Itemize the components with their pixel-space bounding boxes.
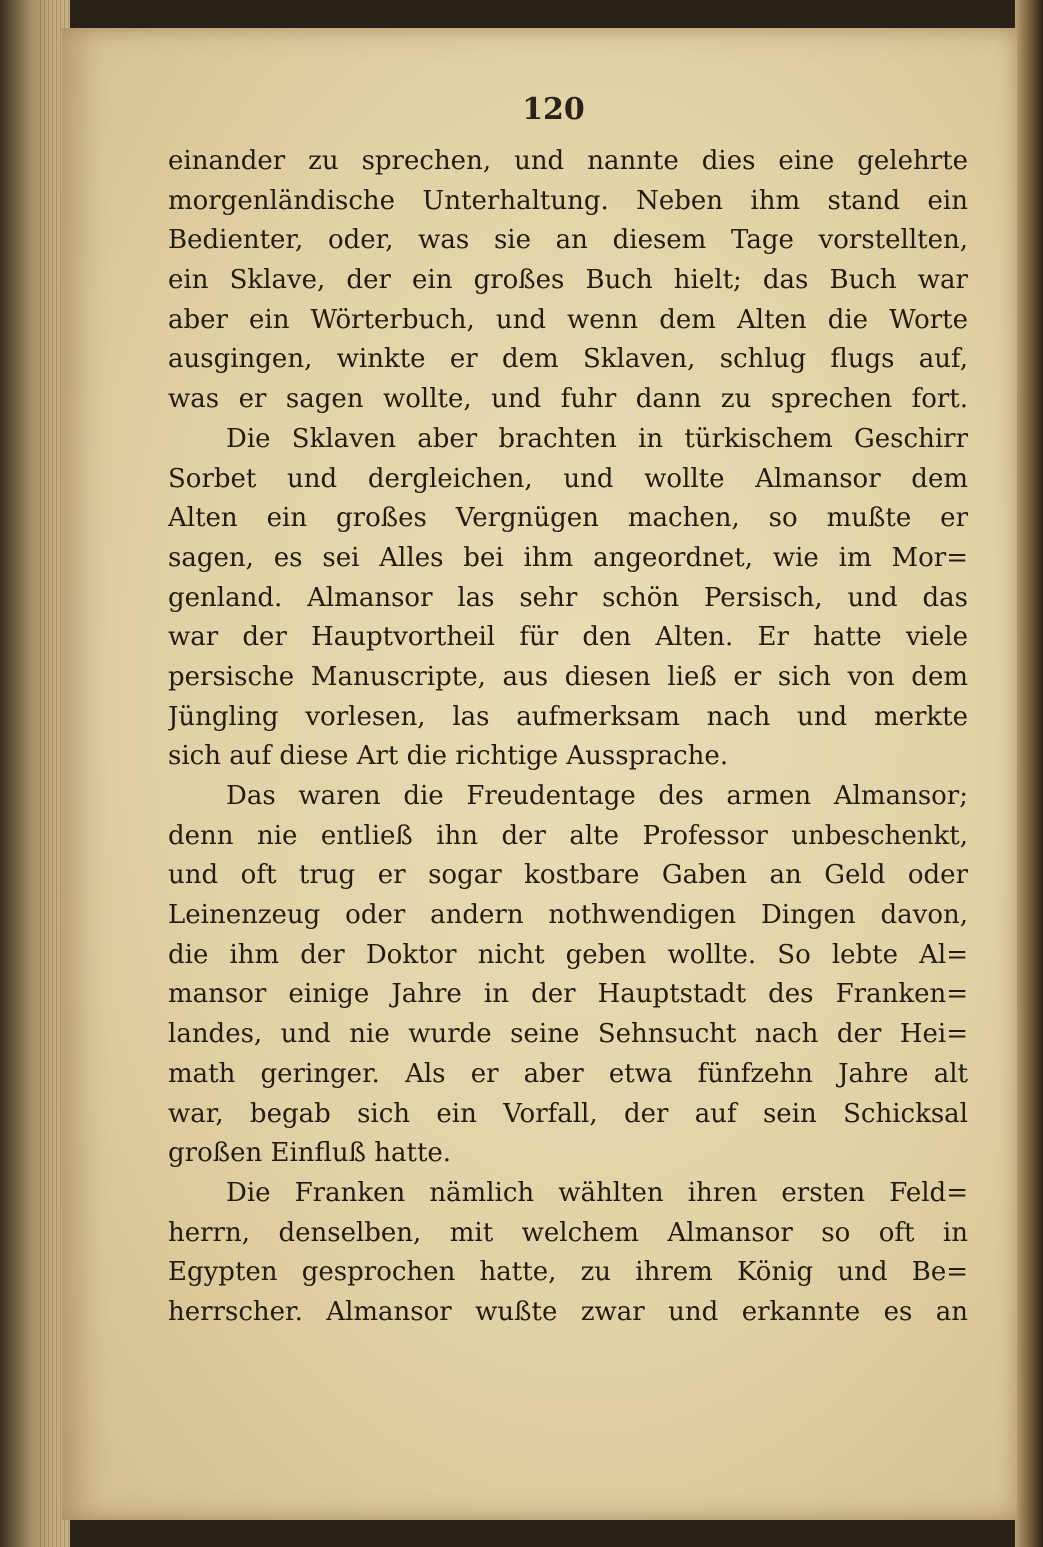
text-line: Sorbet und dergleichen, und wollte Almansor dem — [168, 463, 968, 494]
page-stack-edge — [0, 0, 70, 1547]
text-line: Das waren die Freudentage des armen Almansor; — [226, 781, 968, 811]
text-line: war der Hauptvortheil für den Alten. Er hatte viele — [168, 622, 968, 653]
text-line: ein Sklave, der ein großes Buch hielt; das Buch war — [168, 265, 968, 296]
text-line: mansor einige Jahre in der Hauptstadt des Franken= — [168, 979, 968, 1010]
text-line: was er sagen wollte, und fuhr dann zu sprechen fort. — [168, 384, 968, 415]
text-line: war, begab sich ein Vorfall, der auf sein Schicksal — [168, 1098, 968, 1129]
text-line: Egypten gesprochen hatte, zu ihrem König und Be= — [168, 1257, 968, 1288]
text-line: math geringer. Als er aber etwa fünfzehn Jahre alt — [168, 1058, 968, 1089]
text-line: und oft trug er sogar kostbare Gaben an Geld oder — [168, 860, 968, 891]
text-line: ausgingen, winkte er dem Sklaven, schlug flugs auf, — [168, 344, 968, 375]
text-line: genland. Almansor las sehr schön Persisch, und das — [168, 582, 968, 613]
text-line: denn nie entließ ihn der alte Professor unbeschenkt, — [168, 820, 968, 851]
text-line: Die Franken nämlich wählten ihren ersten Feld= — [226, 1177, 968, 1208]
text-line: Die Sklaven aber brachten in türkischem Geschirr — [226, 423, 968, 454]
text-line: Alten ein großes Vergnügen machen, so mußte er — [168, 503, 968, 534]
text-line: sagen, es sei Alles bei ihm angeordnet, wie im Mor= — [168, 542, 968, 573]
text-line: Jüngling vorlesen, las aufmerksam nach und merkte — [168, 701, 968, 732]
text-line: einander zu sprechen, und nannte dies eine gelehrte — [168, 146, 968, 176]
text-line: herrscher. Almansor wußte zwar und erkannte es an — [168, 1296, 968, 1327]
text-line: die ihm der Doktor nicht geben wollte. So lebte Al= — [168, 939, 968, 970]
text-line: persische Manuscripte, aus diesen ließ er sich von dem — [168, 661, 968, 692]
body-text — [168, 142, 968, 1333]
text-line: herrn, denselben, mit welchem Almansor so oft in — [168, 1217, 968, 1248]
page-number: 120 — [522, 92, 585, 127]
text-line: sich auf diese Art die richtige Aussprache. — [168, 741, 729, 772]
book-right-edge — [1015, 0, 1043, 1547]
text-line: großen Einfluß hatte. — [168, 1138, 452, 1169]
text-line: Bedienter, oder, was sie an diesem Tage vorstellten, — [168, 225, 968, 256]
text-line: morgenländische Unterhaltung. Neben ihm stand ein — [168, 185, 968, 216]
text-line: Leinenzeug oder andern nothwendigen Dingen davon, — [168, 900, 968, 931]
text-line: landes, und nie wurde seine Sehnsucht nach der Hei= — [168, 1019, 968, 1050]
text-line: aber ein Wörterbuch, und wenn dem Alten die Worte — [168, 304, 968, 335]
